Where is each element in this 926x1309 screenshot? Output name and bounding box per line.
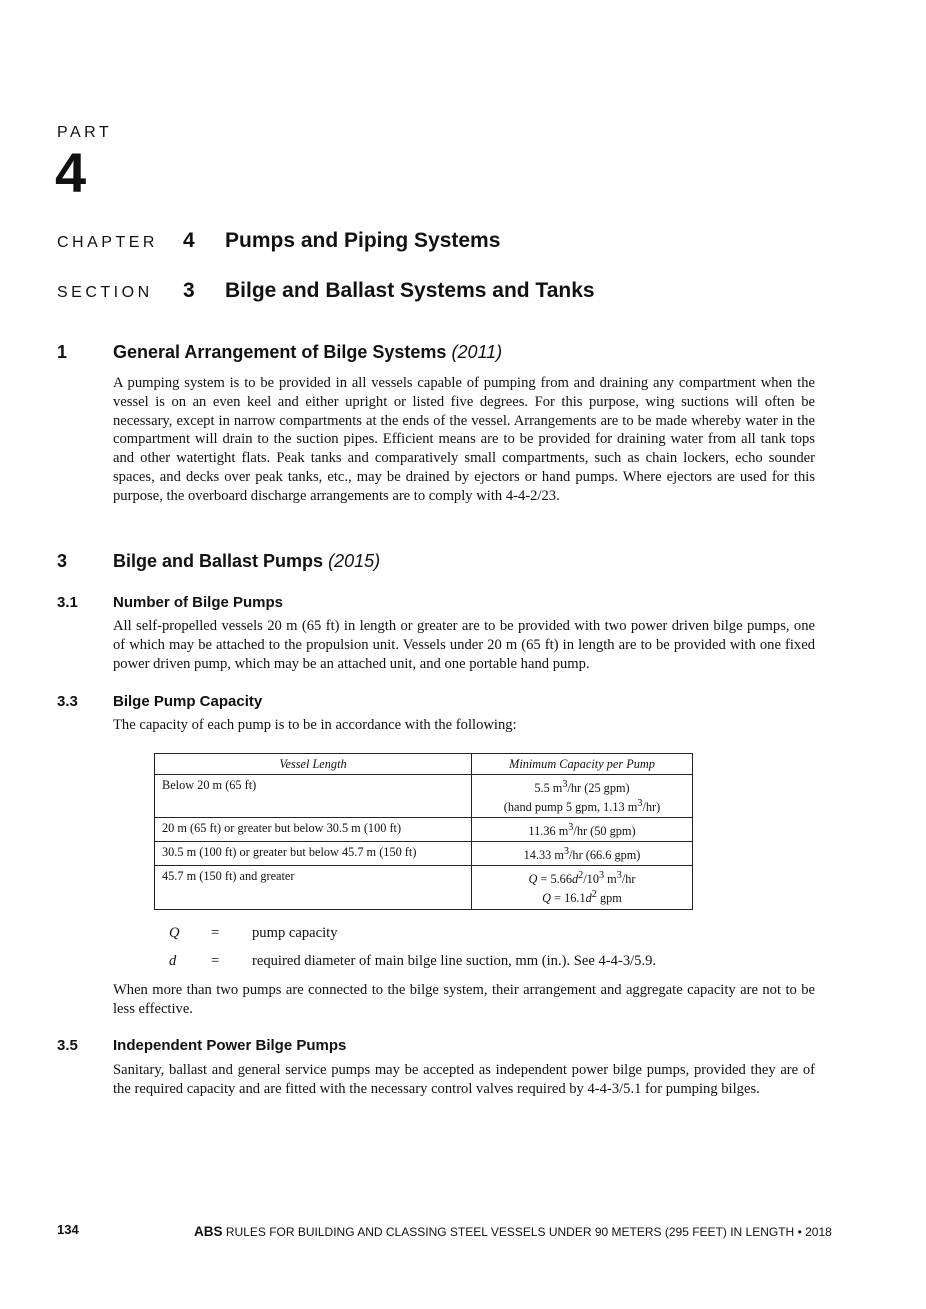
cap-text: /hr) — [642, 800, 661, 815]
heading-3-3-number: 3.3 — [57, 693, 78, 710]
formula-text: /10 — [583, 872, 599, 887]
superscript: 3 — [616, 870, 622, 882]
formula-text: = 5.66 — [537, 872, 572, 887]
paragraph-3-3-after: When more than two pumps are connected to the bilge system, their arrangement and aggregate capacity are not to be less effective. — [113, 982, 815, 1017]
formula-text: = 16.1 — [551, 891, 586, 906]
var-symbol: d — [169, 953, 177, 969]
table-cell-length: 20 m (65 ft) or greater but below 30.5 m (100 ft) — [155, 818, 472, 842]
table-cell-length: 30.5 m (100 ft) or greater but below 45.7 m (150 ft) — [155, 842, 472, 866]
superscript: 3 — [562, 779, 568, 790]
formula-var: Q — [542, 891, 552, 906]
var-equals: = — [211, 953, 220, 969]
chapter-label: CHAPTER — [57, 234, 158, 251]
formula-text: /hr — [621, 872, 636, 887]
footer-org: ABS — [194, 1224, 223, 1239]
table-cell-capacity — [472, 775, 693, 818]
footer-bullet: • — [797, 1225, 802, 1239]
table-header-cell: Vessel Length — [155, 754, 472, 775]
superscript: 3 — [637, 798, 643, 810]
formula-var: d — [571, 872, 579, 887]
page-number: 134 — [57, 1222, 79, 1237]
heading-3-5-title: Independent Power Bilge Pumps — [113, 1037, 347, 1054]
chapter-title: Pumps and Piping Systems — [225, 229, 501, 252]
part-number: 4 — [55, 141, 87, 204]
var-definition: pump capacity — [252, 925, 338, 941]
superscript: 3 — [568, 822, 574, 834]
paragraph-1: A pumping system is to be provided in all vessels capable of pumping from and draining any compartment when the vessel is on an even keel and either upright or listed five degrees. For this purpose, wing suctions will often be necessary, except in narrow compartments at the ends of the vessel. Arrangements are to be made whereby water in the compartment will drain to the suction pipes. Efficient means are to be provided for draining water from all tank tops and other watertight flats. Peak tanks and comparatively small compartments, such as chain lockers, echo sounder spaces, and decks over peak tanks, etc., may be drained by ejectors or hand pumps. Where ejectors are used for this purpose, the overboard discharge arrangements are to comply with 4-4-2/23. — [113, 375, 815, 504]
cap-text: /hr (50 gpm) — [573, 824, 636, 839]
table-cell-capacity — [472, 842, 693, 866]
heading-3-1-title: Number of Bilge Pumps — [113, 594, 284, 611]
table-cell-capacity — [472, 818, 693, 842]
table-row — [155, 818, 693, 842]
var-definition: required diameter of main bilge line suction, mm (in.). See 4-4-3/5.9. — [252, 953, 657, 969]
footer-title — [194, 1224, 832, 1239]
cap-text: /hr (25 gpm) — [567, 781, 630, 796]
cap-text: /hr (66.6 gpm) — [569, 848, 641, 863]
section-label: SECTION — [57, 284, 153, 301]
heading-1-title-text: General Arrangement of Bilge Systems — [113, 342, 447, 362]
formula-var: Q — [528, 872, 538, 887]
cap-text: 11.36 m — [528, 824, 569, 839]
section-title: Bilge and Ballast Systems and Tanks — [225, 279, 595, 302]
table-row — [155, 866, 693, 909]
heading-3-5-number: 3.5 — [57, 1037, 78, 1054]
cap-text: 5.5 m — [534, 781, 563, 796]
heading-3-3-title: Bilge Pump Capacity — [113, 693, 263, 710]
formula-text: gpm — [596, 891, 622, 906]
paragraph-3-3-intro: The capacity of each pump is to be in accordance with the following: — [113, 717, 517, 733]
formula-var: d — [585, 891, 592, 906]
heading-3-year: (2015) — [328, 551, 381, 571]
table-row — [155, 842, 693, 866]
table-header-row — [155, 754, 693, 775]
superscript: 3 — [563, 846, 570, 858]
paragraph-3-1: All self-propelled vessels 20 m (65 ft) in length or greater are to be provided with two power driven bilge pumps, one of which may be attached to the propulsion unit. Vessels under 20 m (65 ft) in length are to be provided with one fixed power driven pump, which may be an attached unit, and one portable hand pump. — [113, 618, 815, 672]
heading-1-year: (2011) — [451, 342, 503, 362]
section-number: 3 — [183, 279, 195, 302]
heading-1-number: 1 — [57, 342, 68, 362]
table-cell-capacity — [472, 866, 693, 909]
table-header-cell: Minimum Capacity per Pump — [472, 754, 693, 775]
superscript: 2 — [591, 889, 597, 901]
table-row — [155, 775, 693, 818]
superscript: 3 — [598, 870, 605, 882]
heading-3-1-number: 3.1 — [57, 594, 78, 611]
cap-text: 14.33 m — [523, 848, 564, 863]
paragraph-3-5: Sanitary, ballast and general service pumps may be accepted as independent power bilge pumps, provided they are of the required capacity and are fitted with the necessary control valves required by 4-4-3/5.1 for pumping bilges. — [113, 1062, 815, 1097]
cap-text: (hand pump 5 gpm, 1.13 m — [503, 800, 638, 815]
heading-3-title — [113, 551, 380, 572]
footer-rules-text: RULES FOR BUILDING AND CLASSING STEEL VESSELS UNDER 90 METERS (295 FEET) IN LENGTH — [225, 1225, 795, 1239]
part-label: PART — [57, 124, 113, 141]
chapter-number: 4 — [183, 229, 195, 252]
superscript: 2 — [578, 870, 584, 882]
heading-1-title — [113, 342, 502, 363]
footer-year: 2018 — [805, 1225, 832, 1239]
table-cell-length: 45.7 m (150 ft) and greater — [155, 866, 472, 909]
capacity-table — [154, 753, 693, 910]
heading-3-title-text: Bilge and Ballast Pumps — [113, 551, 324, 571]
var-symbol: Q — [169, 925, 180, 941]
formula-text: m — [604, 872, 617, 887]
heading-3-number: 3 — [57, 551, 68, 571]
var-equals: = — [211, 925, 220, 941]
table-cell-length: Below 20 m (65 ft) — [155, 775, 472, 818]
